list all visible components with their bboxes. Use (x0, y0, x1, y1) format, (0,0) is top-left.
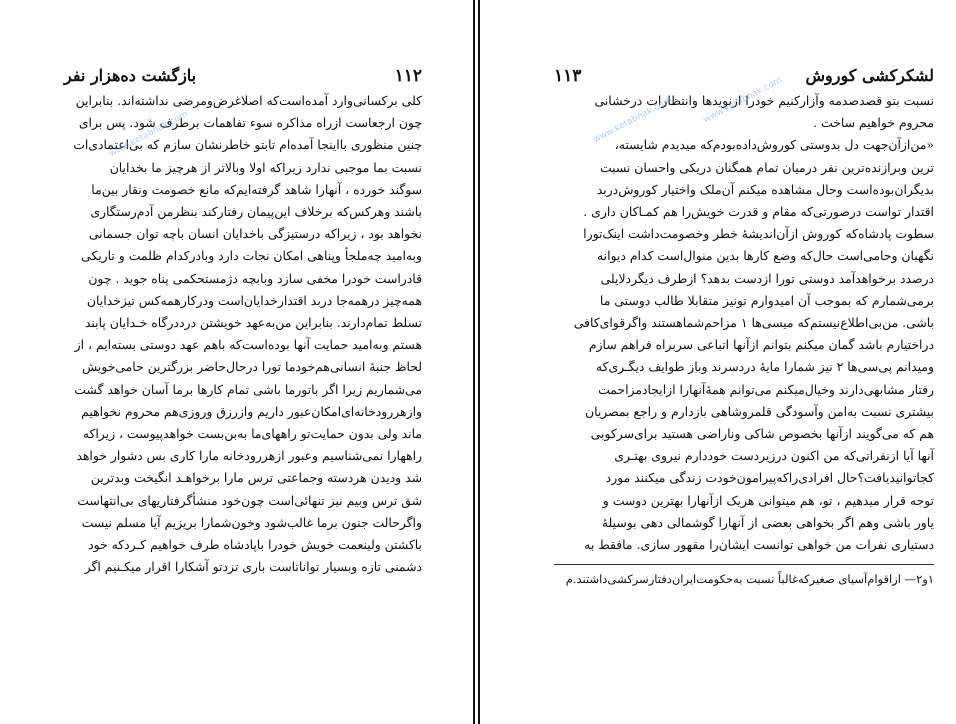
text-line: قادراست خودرا مخفی سازد وبابچه دژمستحکمی پناه جوید . چون (88, 270, 422, 286)
text-line: وبه‌امید چه‌ملجأ وپناهی امکان نجات دارد وبادرکدام ظلمت و تاریکی (81, 248, 422, 264)
footnote: ۱و۲— ازاقوام‌آسیای صغیرکه‌غالباً نسبت به‌حکومت‌ایران‌دفتارسرکشی‌داشتند.م (565, 572, 934, 587)
text-line: سوگند خورده ، آنهارا شاهد گرفته‌ایم‌که مانع خصومت ونقار بین‌ما (91, 181, 422, 197)
text-line: باشند وهرکس‌که برخلاف این‌پیمان رفتارکند بنظرمن آدم‌رستگاری (90, 204, 422, 220)
text-line: شد ودیدن هردسته وجماعتی ترس مارا برخواهـد انگیخت وبدترین (90, 470, 422, 486)
text-line: ومیدانم پی‌سی‌ها ۲ نیز شمارا مایهٔ دردسرند وباز طوایف دیگـری‌که (595, 359, 934, 375)
right-running-title: لشکرکشی کوروش (805, 66, 934, 85)
book-gutter-line-left (473, 0, 475, 724)
watermark-text: www.ketabnak.com (107, 109, 190, 160)
watermark-text: www.ketabnak.com (591, 95, 674, 146)
text-line: «من‌ازآن‌جهت دل بدوستی کوروش‌داده‌بودم‌که میدیدم شایسته‌، (614, 137, 934, 153)
text-line: چنین منظوری بااینجا آمده‌ام تابتو خاطرنشان سازم که بی‌اعتمادی‌ات (73, 137, 422, 153)
text-line: باشی. من‌بی‌اطلاع‌نیستم‌که میسی‌ها ۱ مزاحم‌شماهستند واگرقوای‌کافی (573, 315, 934, 331)
text-line: وازهررودخانه‌ای‌امکان‌عبور داریم وازرزق وروزی‌هم محروم نخواهیم (81, 403, 422, 419)
text-line: ترین وبرازنده‌ترین نفر درمیان تمام همگنان دریکی واحسان نسبت (599, 159, 934, 175)
text-line: کلی برکسانی‌وارد آمده‌است‌که اصلاغرض‌ومرضی نداشته‌اند. بنابراین (75, 93, 422, 108)
text-line: نسبت بتو قصدصدمه وآزارکنیم خودرا ازنویدها وانتظارات درخشانی (594, 93, 934, 108)
text-line: محروم خواهیم ساخت . (813, 115, 934, 131)
text-line: کجاتوانیدیافت؟حال افرادی‌راکه‌پیرامون‌خودت زندگی میکنند مورد (605, 470, 934, 486)
left-running-title: بازگشت ده‌هزار نفر (64, 66, 197, 85)
text-line: دشمنی تازه وبسیار تواناتاست باری تزدتو آشکارا اقرار میکـنیم اگر (84, 559, 422, 575)
text-line: نخواهد بود ، زیراکه درستیزگی باخدایان انسان باچه توان جسمانی (88, 226, 422, 242)
text-line: دراختیارم باشد گمان میکنم بتوانم ازآنها اتباعی سربراه فراهم سازم (588, 337, 934, 353)
left-page (0, 0, 472, 724)
text-line: رفتار مشابهی‌دارند وخیال‌میکنم می‌توانم همهٔ‌آنهارا ازایجادمزاحمت (598, 381, 934, 397)
text-line: نسبت بما موجبی ندارد زیراکه اولا وبالاتر از هرچیز ما بخدایان (109, 159, 422, 175)
text-line: نگهبان وحامی‌است حال‌که وضع کارها بدین منوال‌است کدام دیوانه (596, 248, 934, 264)
text-line: دستیاری نفرات من خواهی توانست ایشان‌را مقهور سازی. مافقط به‌ (584, 537, 934, 553)
text-line: لحاظ جنبهٔ انسانی‌هم‌خودما تورا درحال‌حاضر بزرگترین حامی‌خویش (81, 359, 422, 375)
text-line: درصدد برخواهدآمد دوستی تورا ازدست بدهد؟ ازطرف دیگردلایلی (600, 270, 934, 286)
text-line: تسلط تمام‌دارند. بنابراین من‌به‌عهد خویشتن درددرگاه خـدایان پابند (84, 315, 422, 331)
text-line: بدیگران‌بوده‌است وحال مشاهده میکنم آن‌ملک واختیار کوروش‌دربد (596, 181, 934, 197)
text-line: چون ارجعاست ازراه مذاکره سوء تفاهمات برطرف شود. پس برای (78, 115, 422, 131)
text-line: برمی‌شمارم که بموجب آن امیدوارم تونیز متقابلا طالب دوستی ما (599, 292, 934, 308)
text-line: اقتدار تواست درصورتی‌که مقام و قدرت خویش‌را هم کمـاکان داری . (583, 204, 934, 220)
right-page-number: ۱۱۳ (554, 66, 582, 86)
watermark-text: www.ketabnak.com (701, 75, 784, 126)
book-gutter-line-right (478, 0, 480, 724)
text-line: ماند ولی بدون حمایت‌تو راههای‌ما به‌بن‌بست خواهدپیوست ، زیراکه (82, 426, 422, 442)
text-line: آنها آیا ازنفراتی‌که من اکنون درزیردست خوددارم نیروی بهتـری (614, 448, 934, 464)
left-page-header (64, 66, 422, 86)
text-line: هستم وبه‌امید حمایت آنها بوده‌است‌که باهم عهد دوستی بسته‌ایم ، از (74, 337, 422, 353)
left-page-body (64, 90, 422, 578)
text-line: واگرحالت جنون برما غالب‌شود وخون‌شمارا بریزیم آیا مسلم نیست (81, 514, 422, 530)
text-line: راههارا نمی‌شناسیم وعبور ازهررودخانه مارا کاری بس دشوار خواهد (76, 448, 422, 464)
left-page-number: ۱۱۲ (394, 66, 422, 86)
text-line: هم که می‌گویند ازآنها بخصوص شاکی وناراضی هستید برای‌سرکوبی (590, 426, 934, 442)
text-line: یاور باشی وهم اگر بخواهی بعضی از آنهارا گوشمالی دهی بوسیلهٔ (601, 514, 934, 530)
right-page-body (554, 90, 934, 556)
text-line: می‌شماریم زیرا اگر باتورما باشی تمام کارها برما آسان خواهد گشت (74, 381, 422, 397)
text-line: شق ترس وبیم نیز تنهائی‌است چون‌خود منشأگرفتاریهای بی‌انتهاست (77, 492, 422, 508)
right-page (554, 66, 934, 587)
right-page-header (554, 66, 934, 86)
text-line: توجه قرار میدهیم ، تو، هم میتوانی هریک ازآنهارا بهترین دوست و (602, 492, 934, 508)
footnote-rule (554, 564, 934, 565)
text-line: همه‌چیز درهمه‌جا دربد اقتدارخدایان‌است ودرکارهمه‌کس تیزخدایان (86, 292, 422, 308)
text-line: سطوت پادشاه‌که کوروش از‌آن‌اندیشهٔ خطر وخصومت‌داشت اینک‌تورا (583, 226, 934, 242)
text-line: باکشتن ولینعمت خویش خودرا باپادشاه طرف خواهیم کـردکه خود (88, 537, 422, 553)
text-line: بیشتری نسبت به‌امن وآسودگی قلمروشاهی بازدارم و راجع بمصریان (584, 403, 934, 419)
